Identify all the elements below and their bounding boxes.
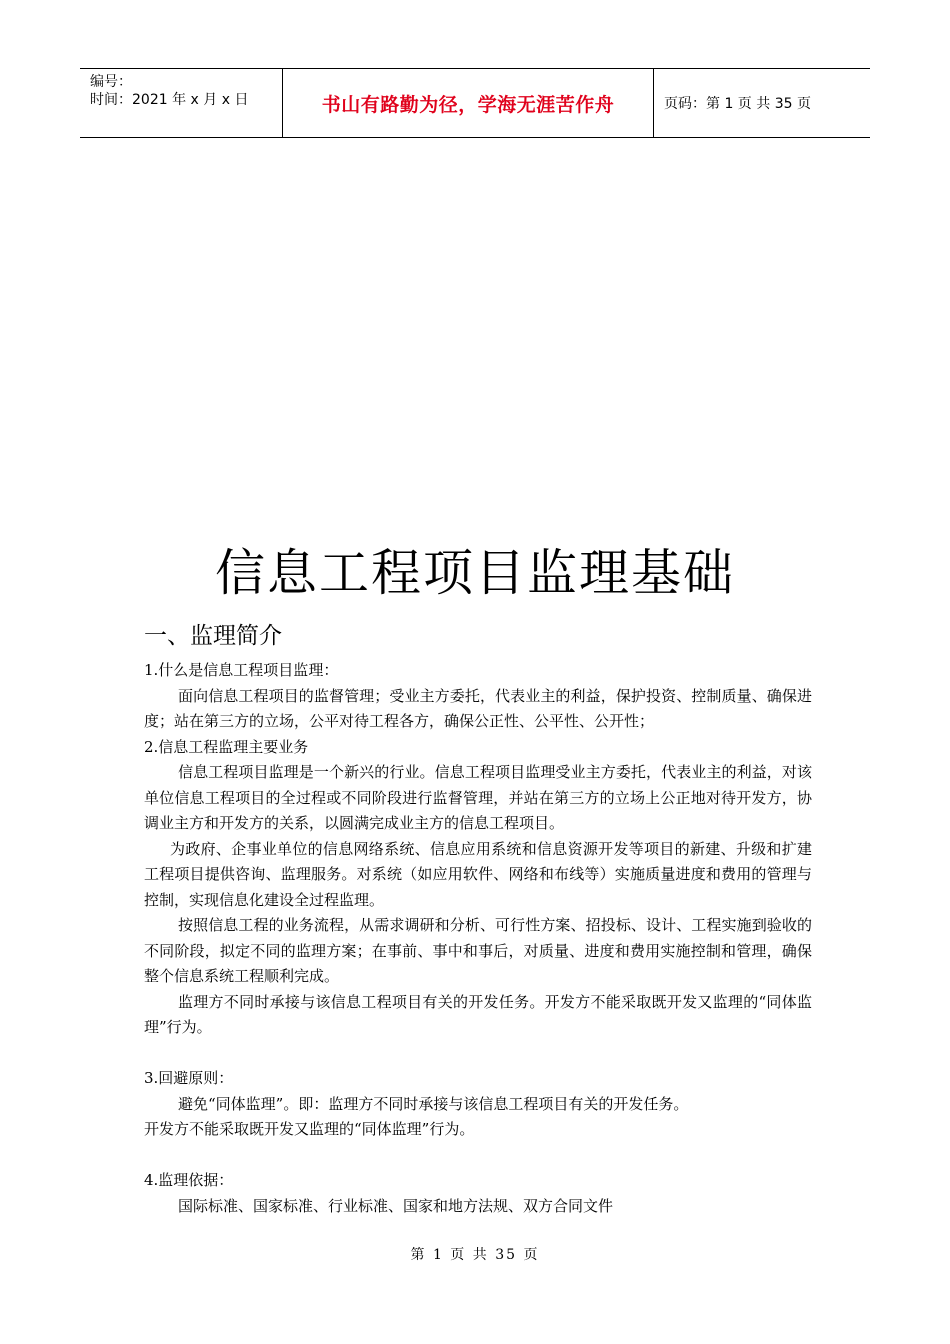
- motto-text: 书山有路勤为径，学海无涯苦作舟: [321, 93, 615, 116]
- question-4: 4.监理依据：: [144, 1171, 234, 1189]
- header-meta-cell: [80, 69, 282, 137]
- paragraph: 开发方不能采取既开发又监理的“同体监理”行为。: [144, 1120, 475, 1138]
- section-heading: 一、监理简介: [144, 623, 282, 649]
- paragraph: 为政府、企事业单位的信息网络系统、信息应用系统和信息资源开发等项目的新建、升级和扩建工程项目提供咨询、监理服务。对系统（如应用软件、网络和布线等）实施质量进度和费用的管理与控制，实现信息化建设全过程监理。: [144, 839, 812, 909]
- page-footer: 第 1 页 共 35 页: [410, 1247, 540, 1263]
- question-2: 2.信息工程监理主要业务: [144, 737, 309, 756]
- header-table: [80, 68, 870, 138]
- page-info: 页码：第 1 页 共 35 页: [664, 96, 811, 112]
- paragraph: 信息工程项目监理是一个新兴的行业。信息工程项目监理受业主方委托，代表业主的利益，对该单位信息工程项目的全过程或不同阶段进行监督管理，并站在第三方的立场上公正地对待开发方，协调业主方和开发方的关系，以圆满完成业主方的信息工程项目。: [144, 763, 812, 832]
- number-label: 编号：: [90, 74, 132, 90]
- document-title: 信息工程项目监理基础: [215, 544, 735, 602]
- paragraph: 监理方不同时承接与该信息工程项目有关的开发任务。开发方不能采取既开发又监理的“同体监理”行为。: [144, 992, 812, 1036]
- paragraph: 避免“同体监理”。即：监理方不同时承接与该信息工程项目有关的开发任务。: [178, 1094, 689, 1113]
- document-body: [144, 620, 812, 1219]
- paragraph: 按照信息工程的业务流程，从需求调研和分析、可行性方案、招投标、设计、工程实施到验收的不同阶段，拟定不同的监理方案；在事前、事中和事后，对质量、进度和费用实施控制和管理，确保整个信息系统工程顺利完成。: [144, 916, 812, 985]
- time-label: 时间：2021 年 x 月 x 日: [90, 92, 249, 108]
- question-1: 1.什么是信息工程项目监理：: [144, 661, 339, 679]
- header-page-cell: [654, 69, 870, 137]
- header-motto-cell: [282, 69, 654, 137]
- paragraph: 面向信息工程项目的监督管理；受业主方委托，代表业主的利益，保护投资、控制质量、确保进度；站在第三方的立场，公平对待工程各方，确保公正性、公平性、公开性；: [144, 686, 812, 730]
- question-3: 3.回避原则：: [144, 1069, 234, 1087]
- paragraph: 国际标准、国家标准、行业标准、国家和地方法规、双方合同文件: [178, 1196, 614, 1215]
